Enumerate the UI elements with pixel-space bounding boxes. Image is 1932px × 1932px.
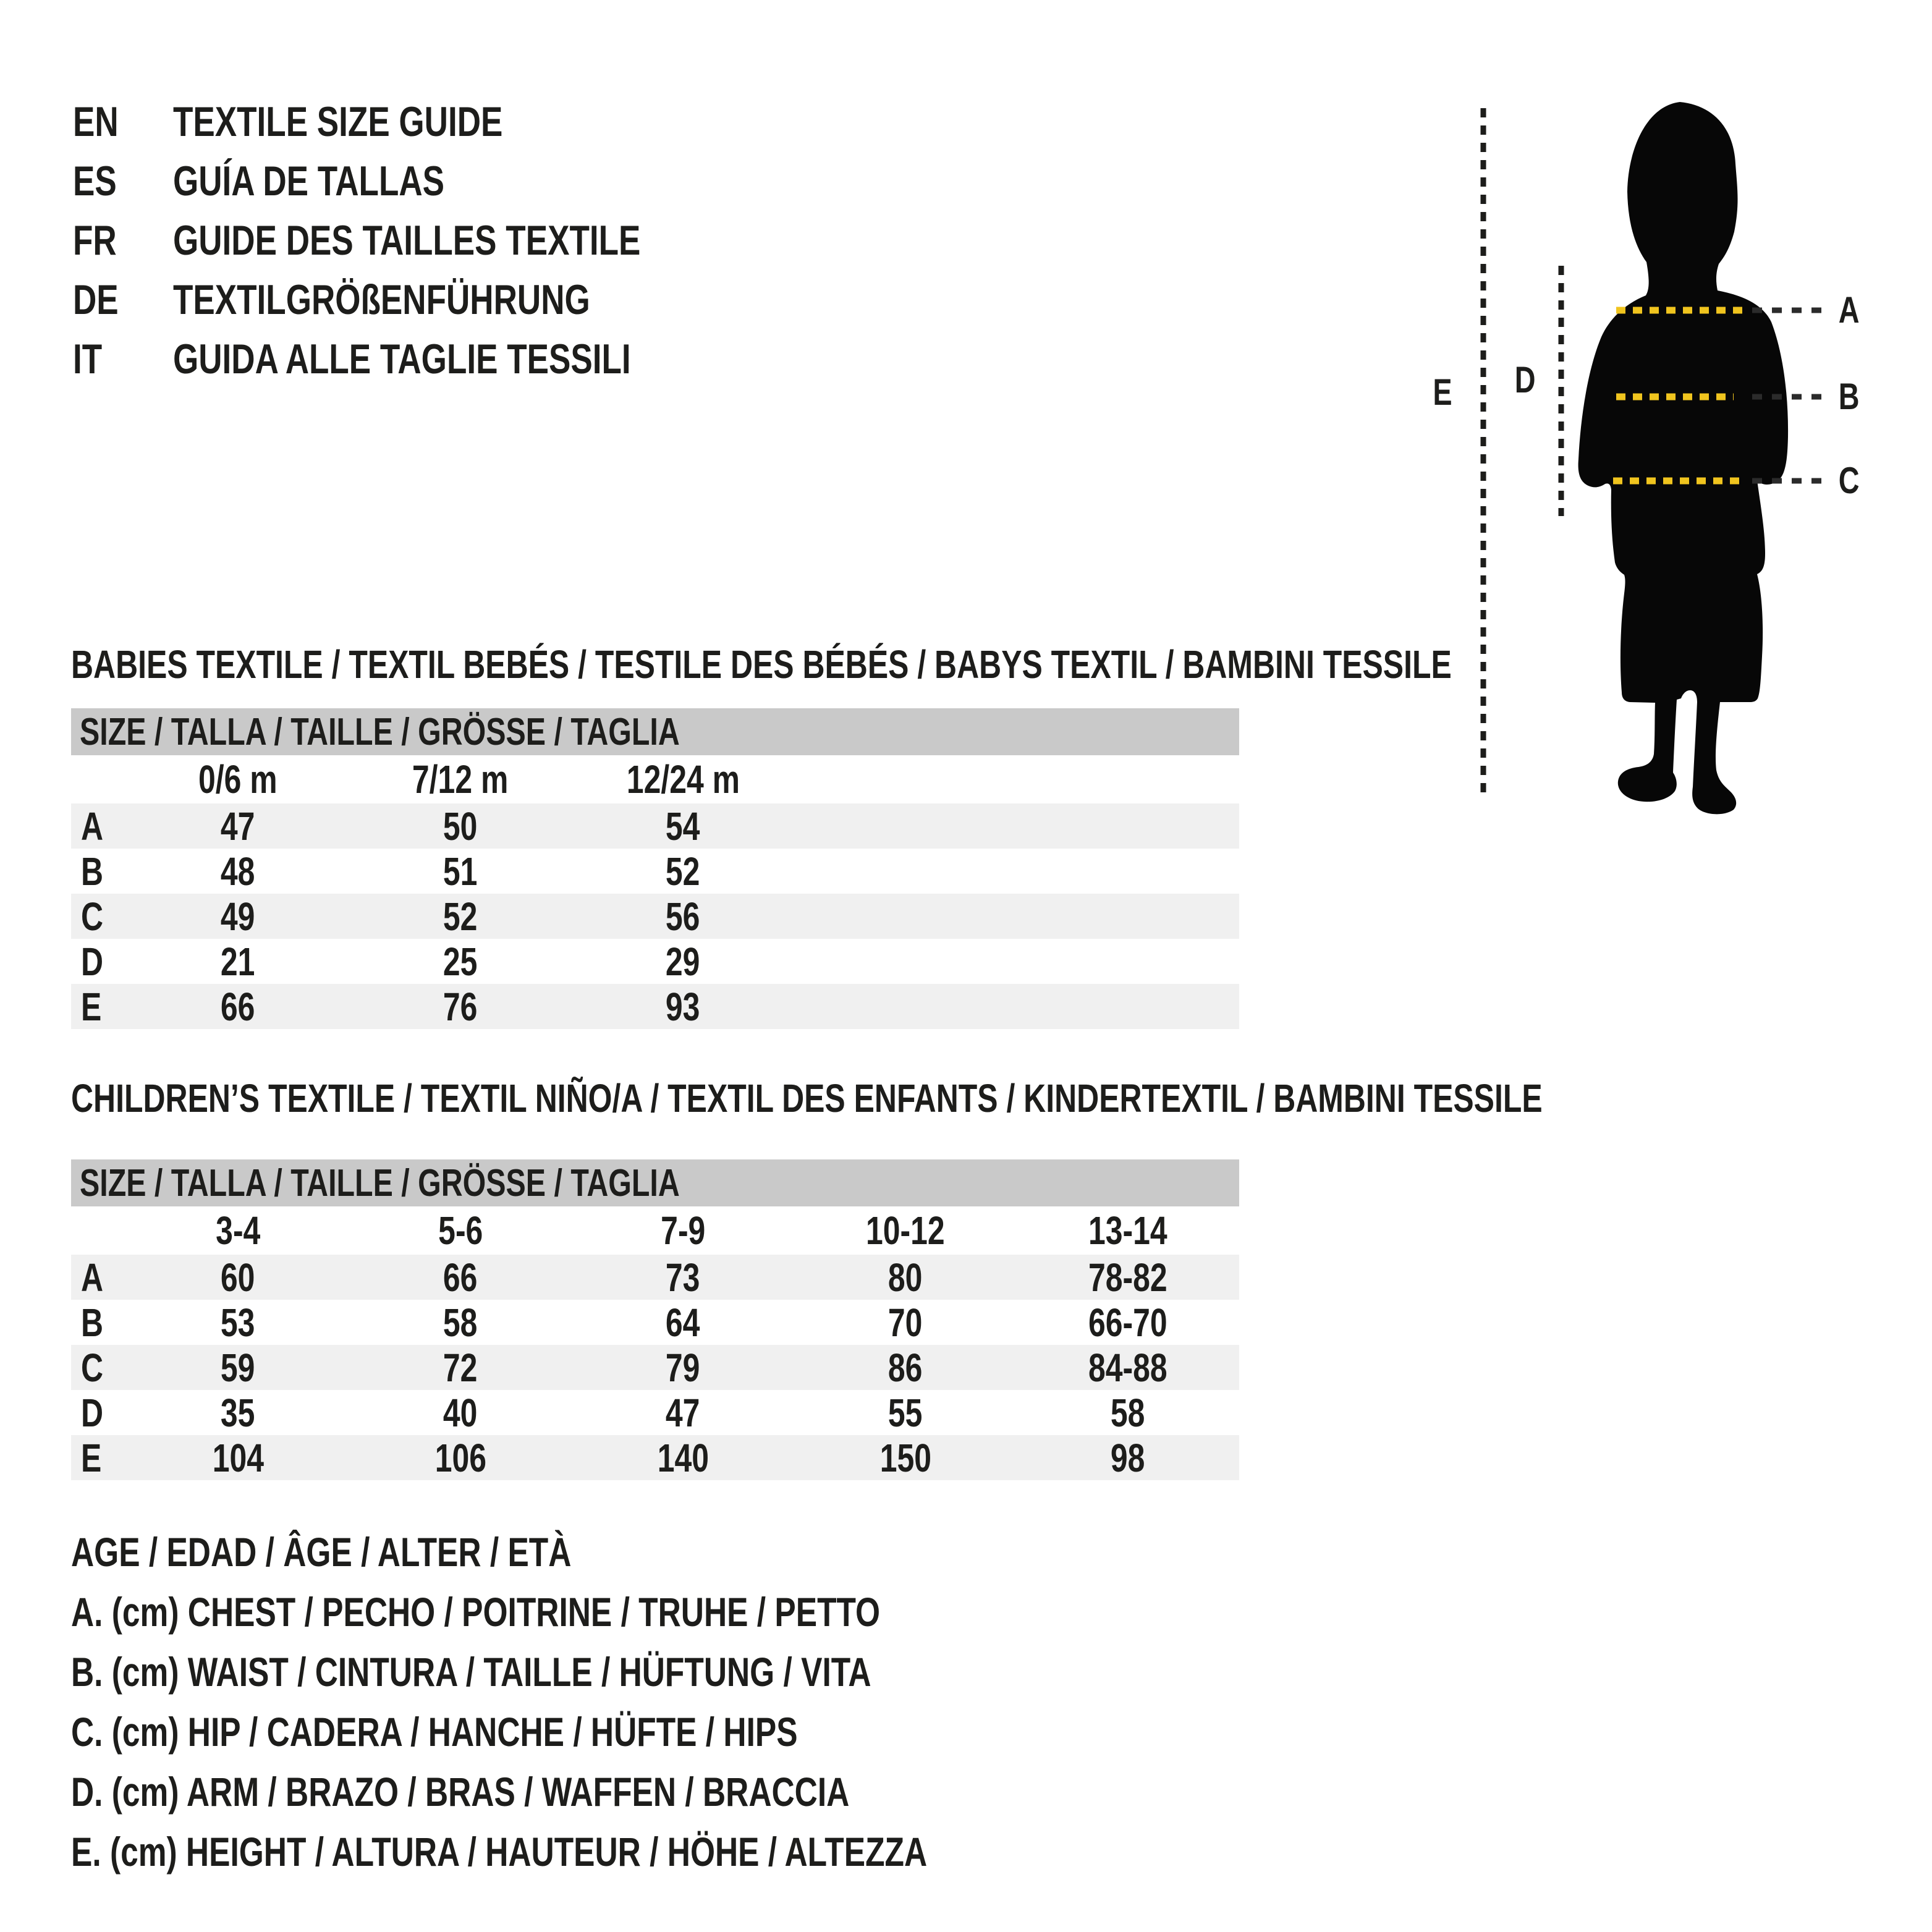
lang-title-it: GUIDA ALLE TAGLIE TESSILI [173, 336, 631, 383]
table-cell: 58 [443, 1300, 478, 1345]
children-row-a [71, 1255, 1239, 1300]
lang-code-de: DE [73, 276, 119, 323]
table-cell: 79 [666, 1345, 700, 1390]
table-cell: 66-70 [1088, 1300, 1167, 1345]
table-cell: 93 [666, 985, 700, 1029]
measure-label-e: E [1433, 371, 1452, 413]
lang-code-it: IT [73, 336, 103, 383]
babies-column-header-row [71, 755, 1239, 803]
row-label: B [81, 1300, 104, 1345]
table-cell: 73 [666, 1255, 700, 1300]
lang-row-en [73, 92, 773, 151]
table-cell: 25 [443, 939, 478, 984]
table-cell: 50 [443, 804, 478, 849]
table-cell: 150 [879, 1436, 931, 1480]
legend-age: AGE / EDAD / ÂGE / ALTER / ETÀ [71, 1528, 572, 1575]
table-cell: 54 [666, 804, 700, 849]
table-cell: 55 [888, 1391, 923, 1435]
row-label: D [81, 939, 104, 984]
table-cell: 29 [666, 939, 700, 984]
table-cell: 35 [221, 1391, 255, 1435]
children-col-5-6: 5-6 [438, 1208, 483, 1253]
child-silhouette-graphic [1421, 49, 1932, 816]
table-cell: 51 [443, 849, 478, 894]
measure-label-b: B [1838, 376, 1860, 417]
size-header-label: SIZE / TALLA / TAILLE / GRÖSSE / TAGLIA [80, 710, 680, 753]
table-cell: 53 [221, 1300, 255, 1345]
table-cell: 104 [212, 1436, 264, 1480]
table-cell: 80 [888, 1255, 923, 1300]
size-figure [1421, 49, 1932, 816]
table-cell: 140 [657, 1436, 709, 1480]
babies-col-12-24m: 12/24 m [626, 757, 740, 802]
table-cell: 56 [666, 894, 700, 939]
row-label: C [81, 1345, 104, 1390]
table-cell: 66 [221, 985, 255, 1029]
table-cell: 70 [888, 1300, 923, 1345]
table-cell: 78-82 [1088, 1255, 1167, 1300]
lang-row-es [73, 151, 773, 211]
measure-label-a: A [1838, 289, 1860, 331]
table-cell: 47 [221, 804, 255, 849]
children-row-e [71, 1435, 1239, 1480]
row-label: E [81, 985, 102, 1029]
measure-label-d: D [1514, 359, 1536, 400]
children-size-table [71, 1159, 1239, 1480]
children-col-10-12: 10-12 [866, 1208, 945, 1253]
table-cell: 21 [221, 939, 255, 984]
table-cell: 106 [434, 1436, 486, 1480]
babies-section-title: BABIES TEXTILE / TEXTIL BEBÉS / TESTILE DES BÉBÉS / BABYS TEXTIL / BAMBINI TESSILE [71, 642, 1452, 687]
row-label: A [81, 804, 104, 849]
table-cell: 98 [1111, 1436, 1145, 1480]
size-header-label: SIZE / TALLA / TAILLE / GRÖSSE / TAGLIA [80, 1161, 680, 1205]
legend-chest: A. (cm) CHEST / PECHO / POITRINE / TRUHE / PETTO [71, 1588, 881, 1635]
table-cell: 40 [443, 1391, 478, 1435]
babies-row-b [71, 849, 1239, 894]
table-cell: 48 [221, 849, 255, 894]
measurement-legend [71, 1522, 1169, 1881]
legend-height: E. (cm) HEIGHT / ALTURA / HAUTEUR / HÖHE / ALTEZZA [71, 1828, 928, 1875]
children-size-header-bar [71, 1159, 1239, 1206]
table-cell: 59 [221, 1345, 255, 1390]
row-label: A [81, 1255, 104, 1300]
babies-row-d [71, 939, 1239, 984]
lang-code-en: EN [73, 98, 119, 145]
table-cell: 76 [443, 985, 478, 1029]
lang-row-de [73, 270, 773, 329]
language-title-block [73, 92, 773, 389]
row-label: E [81, 1436, 102, 1480]
children-col-3-4: 3-4 [215, 1208, 261, 1253]
children-section-title: CHILDREN’S TEXTILE / TEXTIL NIÑO/A / TEXTIL DES ENFANTS / KINDERTEXTIL / BAMBINI TESSILE [71, 1076, 1543, 1121]
children-col-7-9: 7-9 [660, 1208, 706, 1253]
legend-hip: C. (cm) HIP / CADERA / HANCHE / HÜFTE / HIPS [71, 1708, 798, 1755]
lang-title-fr: GUIDE DES TAILLES TEXTILE [173, 217, 641, 264]
table-cell: 64 [666, 1300, 700, 1345]
babies-row-c [71, 894, 1239, 939]
children-row-c [71, 1345, 1239, 1390]
table-cell: 66 [443, 1255, 478, 1300]
row-label: C [81, 894, 104, 939]
table-cell: 49 [221, 894, 255, 939]
babies-col-7-12m: 7/12 m [412, 757, 509, 802]
table-cell: 47 [666, 1391, 700, 1435]
babies-row-a [71, 803, 1239, 849]
table-cell: 52 [443, 894, 478, 939]
table-cell: 60 [221, 1255, 255, 1300]
babies-row-e [71, 984, 1239, 1029]
children-row-d [71, 1390, 1239, 1435]
babies-size-header-bar [71, 708, 1239, 755]
children-column-header-row [71, 1206, 1239, 1255]
lang-title-es: GUÍA DE TALLAS [173, 158, 445, 205]
legend-arm: D. (cm) ARM / BRAZO / BRAS / WAFFEN / BRACCIA [71, 1768, 850, 1815]
babies-size-table [71, 708, 1239, 1029]
table-cell: 52 [666, 849, 700, 894]
table-cell: 58 [1111, 1391, 1145, 1435]
lang-title-de: TEXTILGRÖßENFÜHRUNG [173, 276, 590, 323]
legend-waist: B. (cm) WAIST / CINTURA / TAILLE / HÜFTUNG / VITA [71, 1648, 871, 1695]
table-cell: 72 [443, 1345, 478, 1390]
lang-row-it [73, 329, 773, 389]
babies-col-0-6m: 0/6 m [198, 757, 278, 802]
table-cell: 84-88 [1088, 1345, 1167, 1390]
lang-code-fr: FR [73, 217, 117, 264]
children-col-13-14: 13-14 [1088, 1208, 1167, 1253]
child-silhouette [1578, 102, 1789, 814]
row-label: B [81, 849, 104, 894]
measure-label-c: C [1838, 460, 1860, 501]
lang-code-es: ES [73, 158, 117, 205]
lang-title-en: TEXTILE SIZE GUIDE [173, 98, 503, 145]
row-label: D [81, 1391, 104, 1435]
table-cell: 86 [888, 1345, 923, 1390]
lang-row-fr [73, 211, 773, 270]
children-row-b [71, 1300, 1239, 1345]
